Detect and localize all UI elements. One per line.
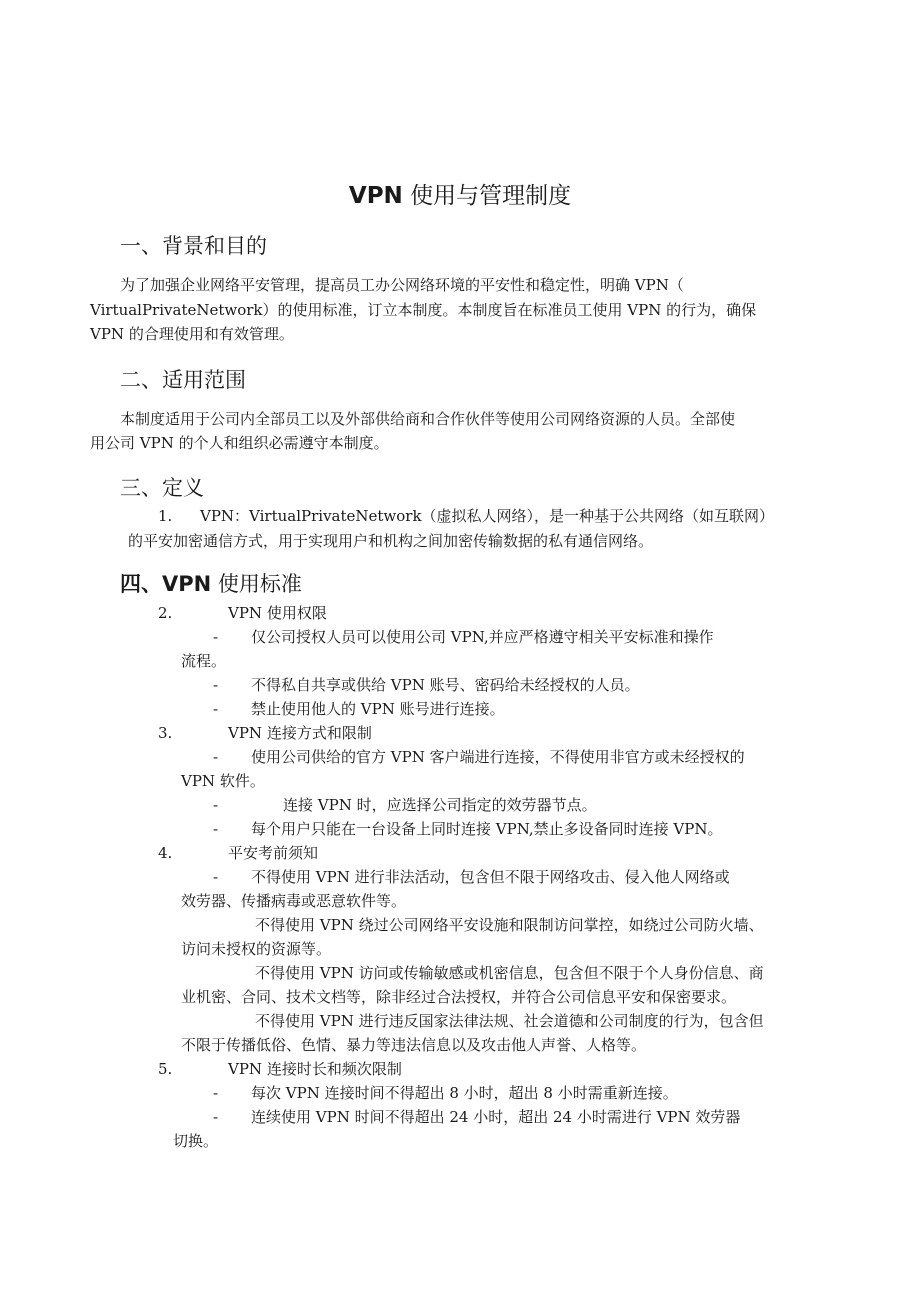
list-item-label: 平安考前须知 xyxy=(228,844,319,862)
bullet-dash: - xyxy=(213,748,219,766)
bullet-dash: - xyxy=(213,700,219,718)
bullet-dash: - xyxy=(213,820,219,838)
paragraph-line: 用公司 VPN 的个人和组织必需遵守本制度。 xyxy=(90,434,389,452)
bullet-text: 不限于传播低俗、色情、暴力等违法信息以及攻击他人声誉、人格等。 xyxy=(181,1036,647,1054)
bullet-text: 不得使用 VPN 绕过公司网络平安设施和限制访问掌控，如绕过公司防火墙、 xyxy=(255,916,764,934)
bullet-text: 不得私自共享或供给 VPN 账号、密码给未经授权的人员。 xyxy=(251,676,640,694)
bullet-text: 禁止使用他人的 VPN 账号进行连接。 xyxy=(251,700,505,718)
paragraph-line: VirtualPrivateNetwork）的使用标准，订立本制度。本制度旨在标准员工使用 VPN 的行为，确保 xyxy=(90,301,757,319)
bullet-dash: - xyxy=(213,676,219,694)
list-number: 4. xyxy=(158,844,173,862)
bullet-text: 不得使用 VPN 进行违反国家法律法规、社会道德和公司制度的行为，包含但 xyxy=(255,1012,764,1030)
bullet-dash: - xyxy=(213,628,219,646)
list-number: 5. xyxy=(158,1060,173,1078)
bullet-text: 流程。 xyxy=(181,652,227,670)
paragraph-line: 本制度适用于公司内全部员工以及外部供给商和合作伙伴等使用公司网络资源的人员。全部使 xyxy=(120,410,736,428)
bullet-text: 仅公司授权人员可以使用公司 VPN,并应严格遵守相关平安标准和操作 xyxy=(251,628,714,646)
bullet-text: 使用公司供给的官方 VPN 客户端进行连接，不得使用非官方或未经授权的 xyxy=(251,748,745,766)
bullet-text: 切换。 xyxy=(173,1132,219,1150)
bullet-text: 连续使用 VPN 时间不得超出 24 小时，超出 24 小时需进行 VPN 效劳器 xyxy=(251,1108,741,1126)
bullet-text: 不得使用 VPN 进行非法活动，包含但不限于网络攻击、侵入他人网络或 xyxy=(251,868,730,886)
definition-line: 的平安加密通信方式，用于实现用户和机构之间加密传输数据的私有通信网络。 xyxy=(128,532,654,550)
bullet-dash: - xyxy=(213,796,219,814)
list-number: 1. xyxy=(158,507,173,525)
paragraph-line: 为了加强企业网络平安管理，提高员工办公网络环境的平安性和稳定性，明确 VPN（ xyxy=(120,276,684,294)
bullet-text: 不得使用 VPN 访问或传输敏感或机密信息，包含但不限于个人身份信息、商 xyxy=(255,964,764,982)
list-item-label: VPN 使用权限 xyxy=(228,604,327,622)
bullet-text: 每次 VPN 连接时间不得超出 8 小时，超出 8 小时需重新连接。 xyxy=(251,1084,678,1102)
bullet-dash: - xyxy=(213,1108,219,1126)
page-title: VPN 使用与管理制度 xyxy=(348,183,572,209)
section-heading-definition: 三、定义 xyxy=(120,476,204,500)
list-number: 3. xyxy=(158,724,173,742)
section-heading-background: 一、背景和目的 xyxy=(120,234,267,258)
section-heading-scope: 二、适用范围 xyxy=(120,368,246,392)
definition-line: VPN：VirtualPrivateNetwork（虚拟私人网络），是一种基于公共网络（如互联网） xyxy=(200,507,775,525)
bullet-text: 业机密、合同、技术文档等，除非经过合法授权，并符合公司信息平安和保密要求。 xyxy=(181,988,737,1006)
bullet-dash: - xyxy=(213,868,219,886)
bullet-text: 效劳器、传播病毒或恶意软件等。 xyxy=(181,892,407,910)
paragraph-line: VPN 的合理使用和有效管理。 xyxy=(90,325,294,343)
list-number: 2. xyxy=(158,604,173,622)
bullet-text: 连接 VPN 时，应选择公司指定的效劳器节点。 xyxy=(283,796,597,814)
bullet-text: 访问未授权的资源等。 xyxy=(181,940,332,958)
section-heading-usage-standards: 四、VPN 使用标准 xyxy=(120,572,302,596)
list-item-label: VPN 连接方式和限制 xyxy=(228,724,372,742)
bullet-text: 每个用户只能在一台设备上同时连接 VPN,禁止多设备同时连接 VPN。 xyxy=(251,820,723,838)
list-item-label: VPN 连接时长和频次限制 xyxy=(228,1060,402,1078)
bullet-text: VPN 软件。 xyxy=(181,772,265,790)
bullet-dash: - xyxy=(213,1084,219,1102)
